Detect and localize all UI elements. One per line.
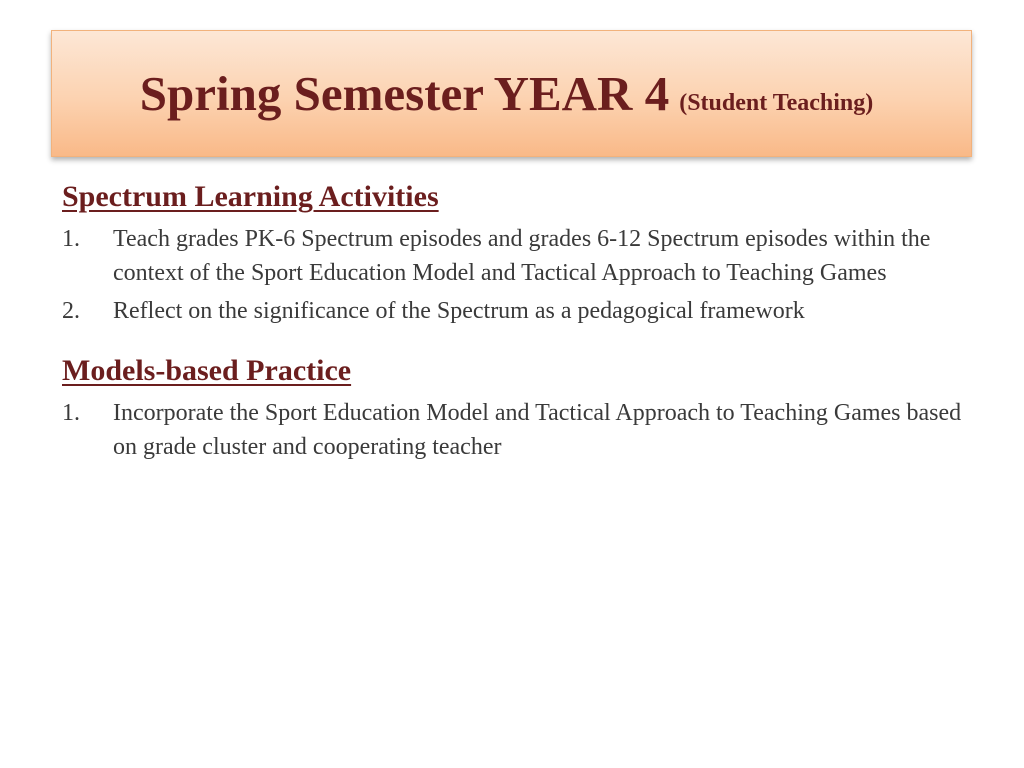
numbered-list (62, 396, 972, 464)
slide-title-main: Spring Semester YEAR 4 (139, 66, 670, 121)
list-item-number: 1. (62, 400, 80, 426)
slide-title (140, 65, 874, 122)
title-banner (51, 30, 972, 157)
section-models-based-practice (62, 350, 972, 464)
section-heading: Spectrum Learning Activities (62, 180, 439, 213)
list-item-text: Reflect on the significance of the Spectrum as a pedagogical framework (113, 298, 805, 324)
section-spacer (62, 328, 972, 350)
list-item-number: 1. (62, 226, 80, 252)
list-item (62, 396, 972, 464)
list-item-number: 2. (62, 298, 80, 324)
list-item-text: Incorporate the Sport Education Model and Tactical Approach to Teaching Games based on grade cluster and cooperating teacher (113, 400, 962, 460)
slide-title-subtitle: (Student Teaching) (679, 90, 874, 116)
list-item (62, 294, 972, 328)
numbered-list (62, 222, 972, 328)
list-item-text: Teach grades PK-6 Spectrum episodes and grades 6-12 Spectrum episodes within the context of the Sport Education Model and Tactical Approach to Teaching Games (113, 226, 931, 286)
section-heading: Models-based Practice (62, 354, 352, 387)
section-spectrum-learning-activities (62, 176, 972, 328)
slide-body (62, 176, 972, 464)
list-item (62, 222, 972, 290)
